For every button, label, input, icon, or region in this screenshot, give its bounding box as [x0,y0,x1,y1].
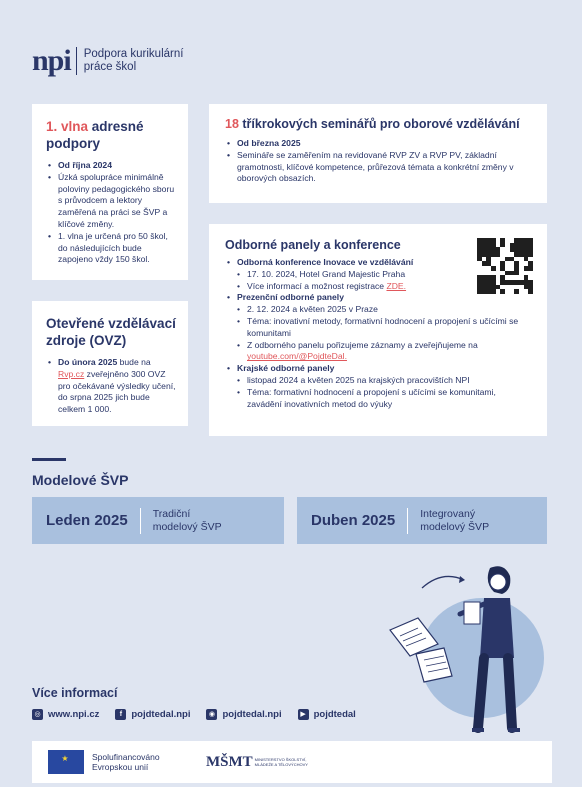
youtube-link[interactable]: youtube.com/@PojdteDal. [247,351,347,362]
ovz-item-date: Do února 2025 [58,357,118,367]
seminars-title [225,116,533,132]
seminars-card [209,104,547,203]
logo-divider [76,47,77,75]
model-label-line1: Integrovaný [420,507,476,520]
panels-list [225,257,465,269]
woman-reading-illustration [372,558,552,738]
facebook-link-text: pojdtedal.npi [131,709,191,720]
model-divider [140,508,141,534]
seminars-item-desc: • Semináře se zaměřením na revidované RVP ZV a RVP PV, základní gramotnosti, klíčové kompetence, průřezová témata a konkrétní změny v oborových obsazích. [225,150,533,185]
pres-list [225,292,533,304]
pres-rec-text: Z odborného panelu pořizujeme záznamy a zveřejňujeme na [247,339,478,350]
reg-sublist [235,375,533,410]
ovz-item-mid: bude na [117,357,151,367]
reg-title: • Krajské odborné panely [225,363,533,375]
conf-reg-link[interactable]: ZDE. [386,280,407,291]
facebook-icon: f [115,709,126,720]
globe-icon: ◎ [32,709,43,720]
eu-cofinanced-text: Spolufinancováno Evropskou unií [92,751,160,772]
model-label-line2: modelový ŠVP [420,520,490,533]
model-divider [407,508,408,534]
msmt-logo: MŠMT [206,753,253,770]
seminars-title-accent: 18 [225,117,239,131]
ovz-list [46,357,176,416]
social-links [32,709,372,720]
ovz-card [32,301,188,426]
wave-list [46,160,176,266]
rvp-link[interactable]: Rvp.cz [58,368,85,379]
website-link-text: www.npi.cz [48,709,100,720]
seminars-list [225,138,533,185]
msmt-text: MINISTERSTVO ŠKOLSTVÍ, MLÁDEŽE A TĚLOVÝCHOVY [254,757,308,767]
wave-title-accent: 1. vlna [46,119,89,134]
youtube-link-text: pojdtedal [313,709,356,720]
model-label-leden [153,508,222,534]
reg-topic: • Téma: formativní hodnocení a propojení s učícími se komunitami, zavádění inovativních metod do výuky [235,387,533,411]
conf-title: • Odborná konference Inovace ve vzdělávání [225,257,465,269]
seminars-title-rest: tříkrokových seminářů pro oborové vzdělávání [238,117,520,131]
reg-list [225,363,533,375]
model-label-line2: modelový ŠVP [152,520,222,533]
wave-item-schools: • 1. vlna je určená pro 50 škol, do následujících bude zapojeno vždy 150 škol. [46,231,176,266]
wave-item-date: • Od října 2024 [46,160,176,172]
conf-date: • 17. 10. 2024, Hotel Grand Majestic Praha [235,269,533,281]
illustration-arrow [459,576,465,583]
seminars-item-date: • Od března 2025 [225,138,533,150]
pres-topic: • Téma: inovativní metody, formativní hodnocení a propojení s učícími se komunitami [235,316,533,340]
ovz-item [46,357,176,416]
panels-card [209,224,547,436]
wave-card [32,104,188,280]
logo-tagline-line2: práce škol [83,61,137,73]
conf-reg-text: Více informací a možnost registrace [247,280,387,291]
pres-title: • Prezenční odborné panely [225,292,533,304]
wave-item-cooperation: • Úzká spolupráce minimálně poloviny pedagogického sboru s průvodcem a lektory zaměřená na práci se ŠVP a klíčové změny. [46,172,176,231]
section-divider [32,458,66,461]
more-info-title: Více informací [32,686,118,700]
eu-flag-icon [48,750,84,774]
model-label-duben [420,508,489,534]
ovz-title: Otevřené vzdělávací zdroje (OVZ) [46,316,176,348]
conf-sublist [235,269,533,293]
wave-title-rest: adresné podpory [46,119,144,151]
pres-sublist [235,304,533,363]
facebook-link[interactable] [115,709,190,720]
model-label-line1: Tradiční [152,507,191,520]
ovz-item-rest: zveřejněno 300 OVZ pro očekávané výsledky učení, do srpna 2025 jich bude celkem 1 000. [58,368,176,415]
pres-recordings [235,340,533,364]
model-date-duben: Duben 2025 [311,512,396,529]
pres-date: • 2. 12. 2024 a květen 2025 v Praze [235,304,533,316]
instagram-icon: ◉ [206,709,217,720]
logo-tagline-line1: Podpora kurikulární [83,48,184,60]
model-section-title: Modelové ŠVP [32,472,129,488]
logo-npi-text: npi [32,44,71,77]
illustration-arc [422,576,464,588]
youtube-channel-link[interactable] [298,709,356,720]
youtube-icon: ▶ [298,709,309,720]
model-box-leden [32,497,284,544]
wave-title [46,118,176,152]
logo-tagline [84,48,184,74]
reg-date: • listopad 2024 a květen 2025 na krajských pracovištích NPI [235,375,533,387]
website-link[interactable] [32,709,99,720]
conf-registration [235,281,533,293]
npi-logo[interactable] [32,44,183,78]
model-date-leden: Leden 2025 [46,512,128,529]
instagram-link-text: pojdtedal.npi [222,709,282,720]
model-box-duben [297,497,547,544]
panels-title: Odborné panely a konference [225,238,401,252]
instagram-link[interactable] [206,709,281,720]
footer-logos [32,741,552,783]
